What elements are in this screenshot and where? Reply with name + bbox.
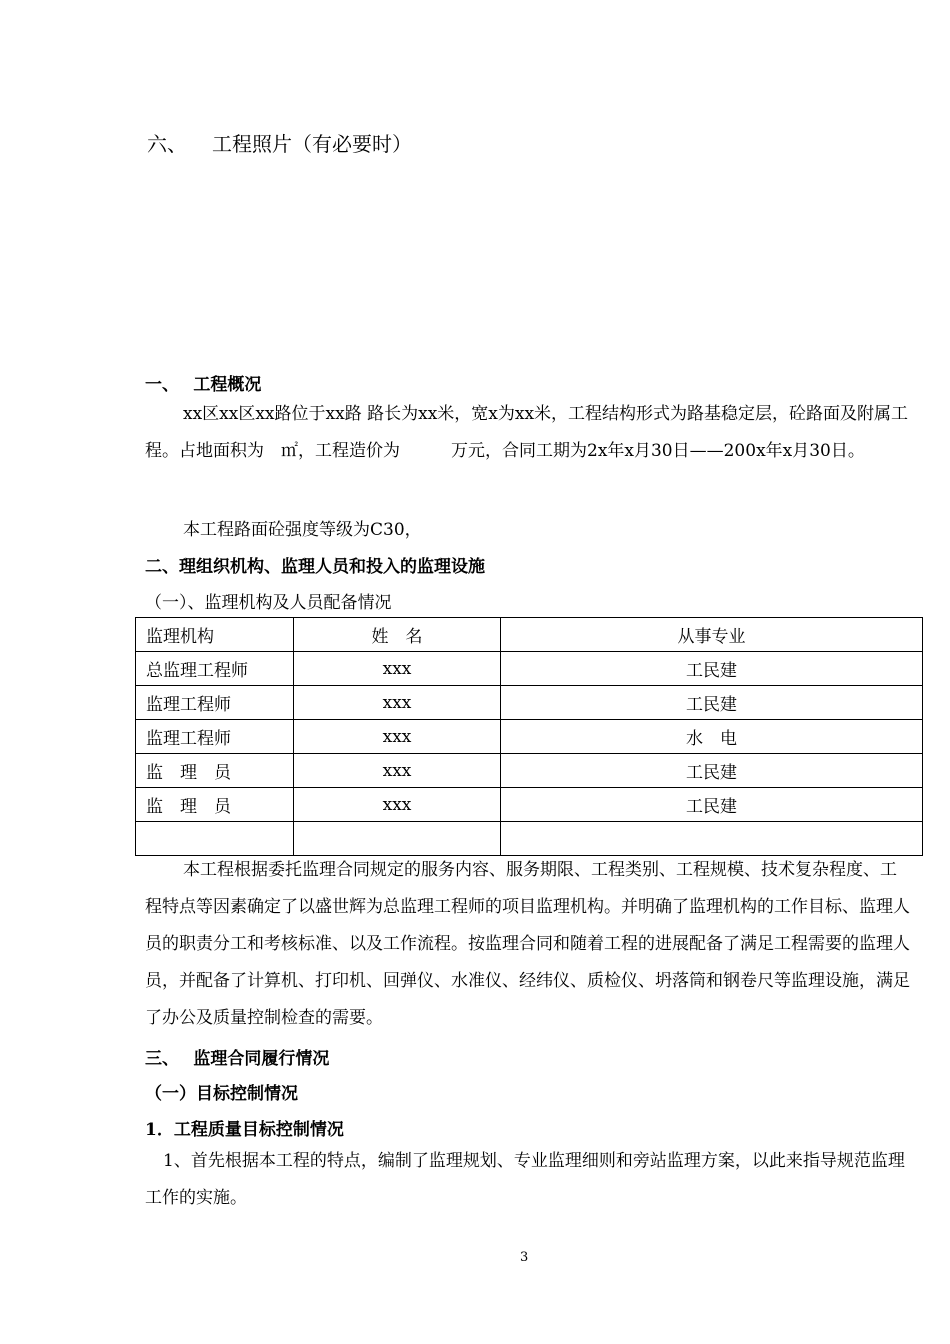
table-header-cell: 监理机构	[136, 618, 294, 652]
table-header-cell: 姓 名	[294, 618, 501, 652]
section-3-subheading: （一）目标控制情况	[145, 1084, 298, 1104]
table-cell-specialty: 工民建	[501, 788, 923, 822]
section-1-paragraph: xx区xx区xx路位于xx路 路长为xx米，宽x为xx米，工程结构形式为路基稳定层，砼路面及附属工程。占地面积为 ㎡，工程造价为 万元，合同工期为2x年x月30日——200x年x月30日。	[145, 404, 909, 461]
table-cell-role: 总监理工程师	[136, 652, 294, 686]
table-row	[136, 652, 923, 686]
section-1-heading: 一、 工程概况	[145, 375, 262, 395]
table-cell-specialty: 工民建	[501, 686, 923, 720]
table-cell-name	[294, 822, 501, 856]
table-cell-name: xxx	[294, 788, 501, 822]
table-cell-specialty: 水 电	[501, 720, 923, 754]
table-cell-name: xxx	[294, 720, 501, 754]
table-cell-role: 监 理 员	[136, 754, 294, 788]
table-cell-specialty	[501, 822, 923, 856]
table-cell-role: 监理工程师	[136, 686, 294, 720]
section-1-paragraph-2: 本工程路面砼强度等级为C30，	[183, 520, 422, 540]
section-3-heading: 三、 监理合同履行情况	[145, 1049, 330, 1069]
table-cell-name: xxx	[294, 652, 501, 686]
section-2-subheading: （一）、监理机构及人员配备情况	[145, 593, 392, 613]
section-6-number: 六、	[147, 132, 187, 156]
page-number: 3	[520, 1250, 529, 1265]
table-cell-role	[136, 822, 294, 856]
table-row	[136, 720, 923, 754]
table-cell-name: xxx	[294, 754, 501, 788]
section-2-paragraph: 本工程根据委托监理合同规定的服务内容、服务期限、工程类别、工程规模、技术复杂程度、工程特点等因素确定了以盛世辉为总监理工程师的项目监理机构。并明确了监理机构的工作目标、监理人员的职责分工和考核标准、以及工作流程。按监理合同和随着工程的进展配备了满足工程需要的监理人员，并配备了计算机、打印机、回弹仪、水准仪、经纬仪、质检仪、坍落筒和钢卷尺等监理设施，满足了办公及质量控制检查的需要。	[145, 860, 910, 1028]
table-cell-role: 监 理 员	[136, 788, 294, 822]
table-row	[136, 788, 923, 822]
staff-table	[135, 617, 923, 856]
section-3-paragraph: 1、首先根据本工程的特点，编制了监理规划、专业监理细则和旁站监理方案，以此来指导规范监理工作的实施。	[145, 1151, 905, 1208]
table-row	[136, 686, 923, 720]
table-header-row	[136, 618, 923, 652]
section-3-item-heading: 1．工程质量目标控制情况	[145, 1120, 344, 1140]
section-6-title: 工程照片（有必要时）	[212, 132, 412, 156]
table-cell-specialty: 工民建	[501, 754, 923, 788]
section-2-heading: 二、理组织机构、监理人员和投入的监理设施	[145, 557, 485, 577]
table-cell-role: 监理工程师	[136, 720, 294, 754]
table-cell-name: xxx	[294, 686, 501, 720]
table-row-empty	[136, 822, 923, 856]
table-row	[136, 754, 923, 788]
table-header-cell: 从事专业	[501, 618, 923, 652]
table-cell-specialty: 工民建	[501, 652, 923, 686]
